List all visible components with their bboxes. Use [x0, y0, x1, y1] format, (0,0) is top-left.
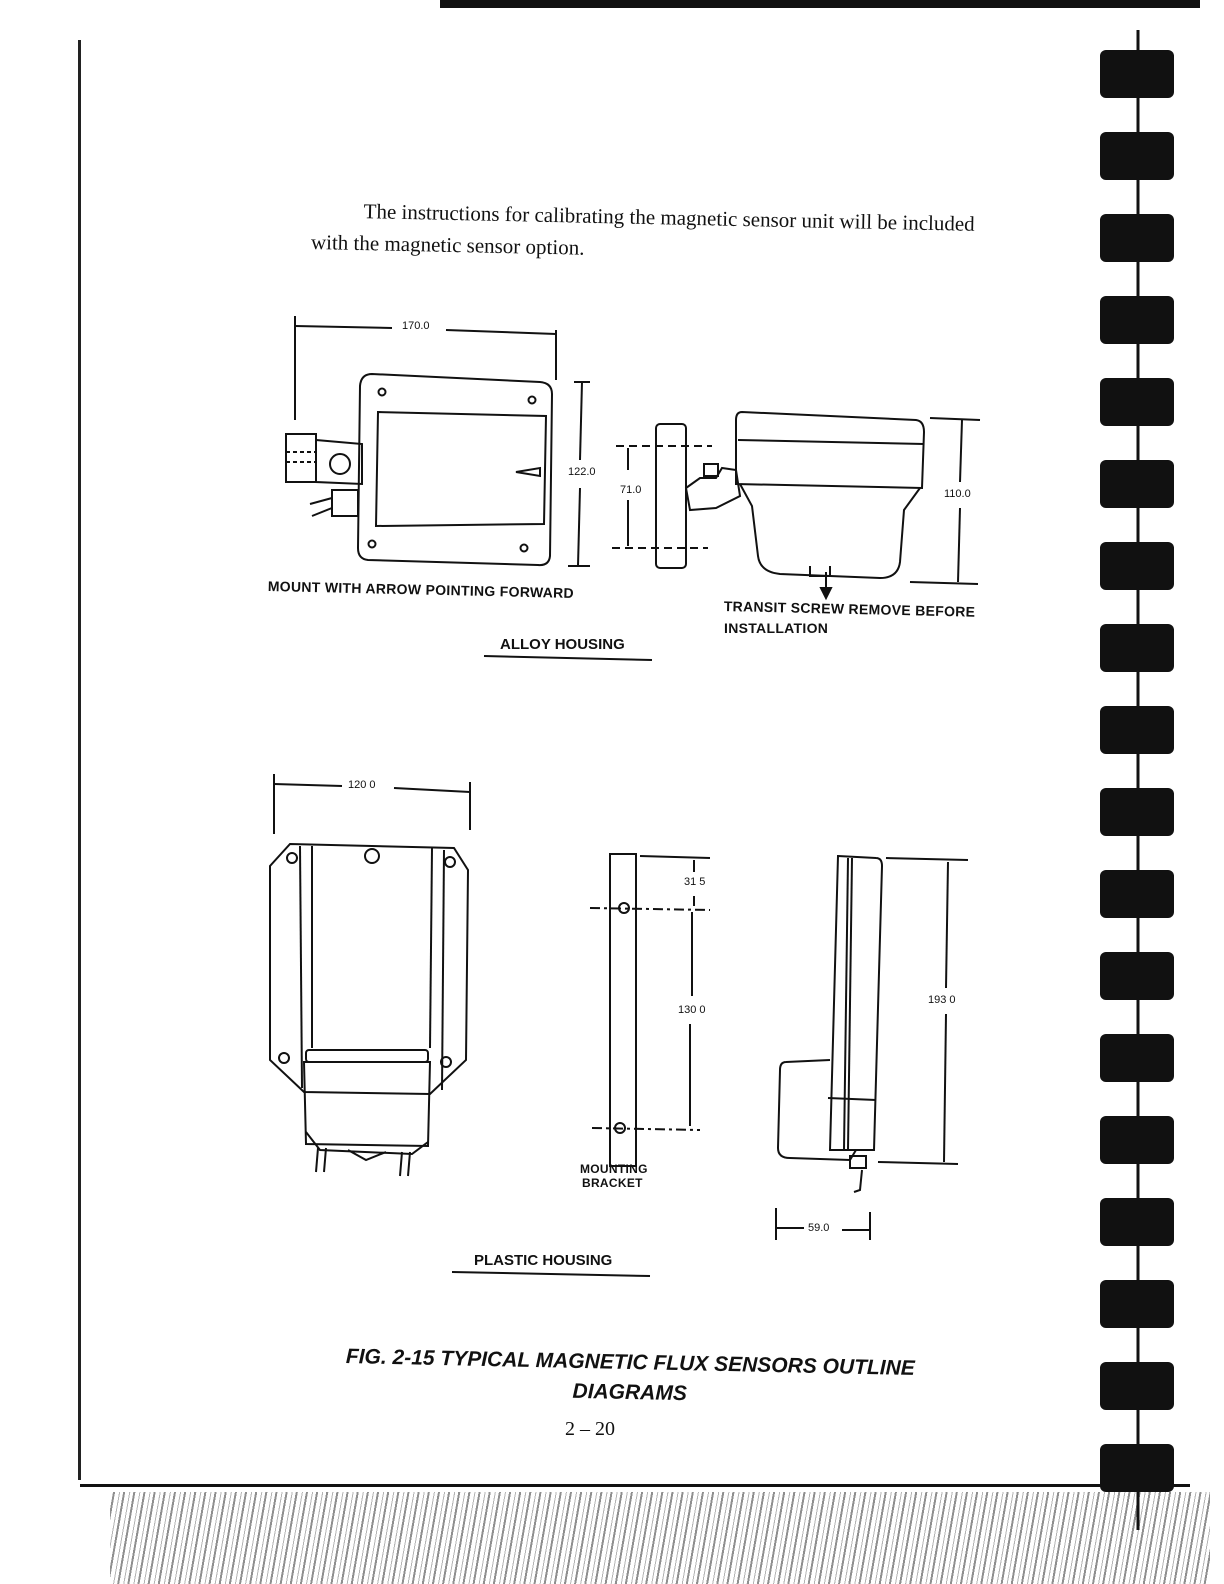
alloy-height-dim: 122.0: [568, 466, 596, 478]
body-text: The instructions for calibrating the magnetic sensor unit will be included with the magnetic sensor option.: [310, 199, 975, 260]
alloy-housing-heading: ALLOY HOUSING: [500, 636, 625, 653]
plastic-width-dim: 120 0: [348, 779, 376, 791]
mount-instruction: MOUNT WITH ARROW POINTING FORWARD: [267, 578, 575, 601]
figure-caption-line2: DIAGRAMS: [572, 1379, 688, 1406]
figure-caption-line1: FIG. 2-15 TYPICAL MAGNETIC FLUX SENSORS OUTLINE: [345, 1345, 916, 1380]
transit-screw-note-line2: INSTALLATION: [724, 620, 829, 636]
alloy-bracket-dim: 71.0: [620, 484, 642, 496]
mounting-bracket-label: MOUNTING: [580, 1162, 648, 1176]
mounting-bracket-label-line2: BRACKET: [582, 1176, 643, 1190]
alloy-side-dim: 110.0: [944, 488, 971, 500]
plastic-height-dim: 193 0: [928, 994, 956, 1006]
plastic-front-view: [270, 774, 470, 1176]
page-number: 2 – 20: [565, 1418, 615, 1440]
plastic-housing-heading: PLASTIC HOUSING: [474, 1252, 613, 1269]
alloy-side-view: [612, 412, 980, 598]
alloy-front-view: [286, 316, 590, 566]
plastic-heading-underline: [452, 1272, 650, 1276]
plastic-side-view: [776, 856, 968, 1240]
plastic-top-offset-dim: 31 5: [684, 876, 706, 888]
transit-screw-note: TRANSIT SCREW REMOVE BEFORE: [723, 598, 976, 620]
alloy-width-dim: 170.0: [402, 320, 430, 332]
plastic-depth-dim: 59.0: [808, 1222, 830, 1234]
plastic-hole-spacing-dim: 130 0: [678, 1004, 706, 1016]
alloy-heading-underline: [484, 656, 652, 660]
